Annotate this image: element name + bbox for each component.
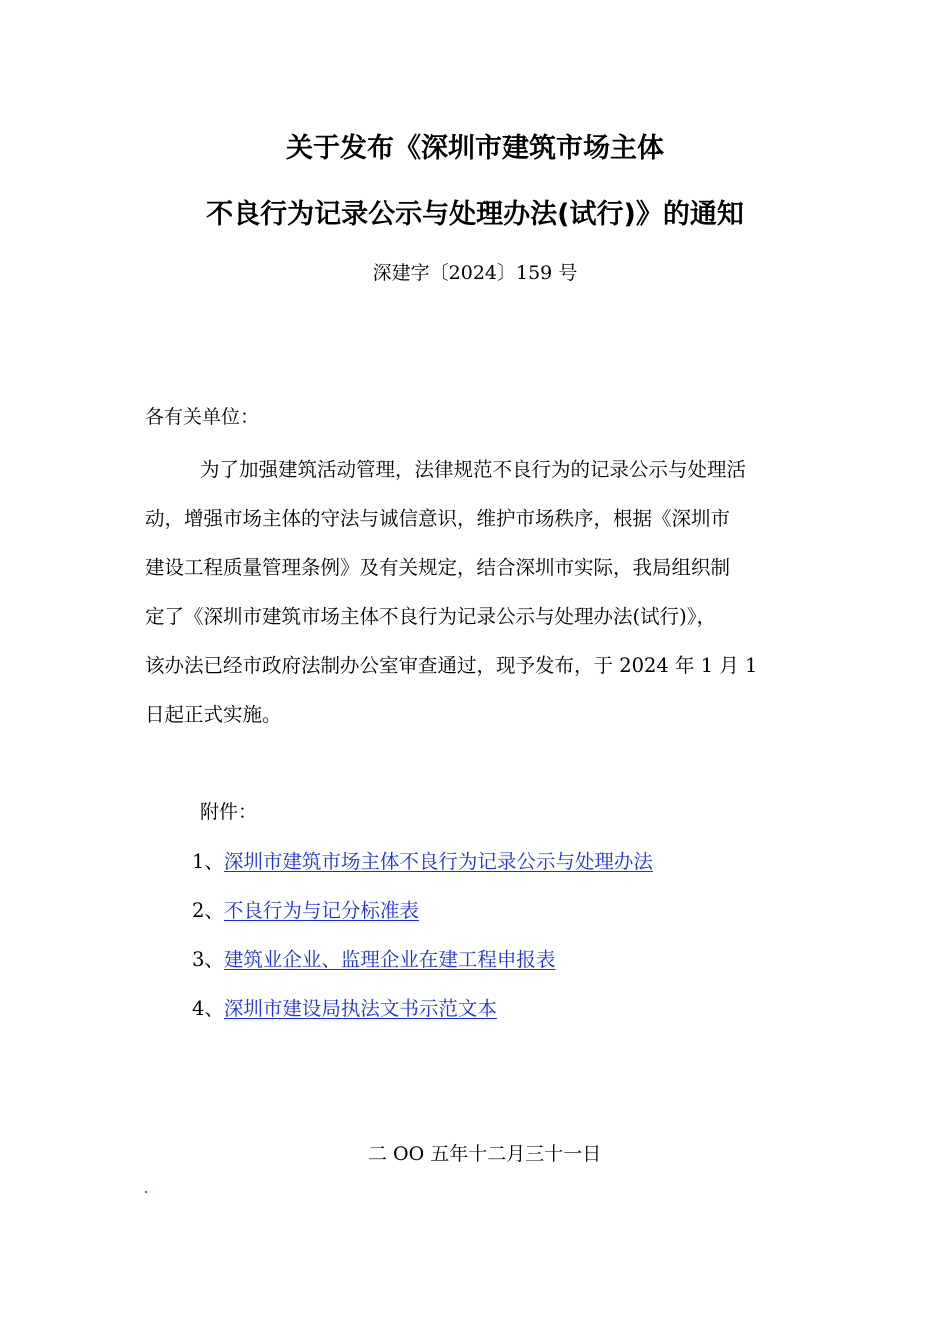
attachment-link-project-form[interactable]: 建筑业企业、监理企业在建工程申报表 <box>223 948 556 971</box>
issue-date: 二 ОО 五年十二月三十一日 <box>368 1143 602 1165</box>
attachment-link-measures[interactable]: 深圳市建筑市场主体不良行为记录公示与处理办法 <box>223 850 653 873</box>
notice-title-line-2: 不良行为记录公示与处理办法(试行)》的通知 <box>206 199 744 230</box>
salutation: 各有关单位： <box>145 406 260 428</box>
body-paragraph-line: 动，增强市场主体的守法与诚信意识，维护市场秩序，根据《深圳市 <box>145 507 731 530</box>
body-paragraph-line: 该办法已经市政府法制办公室审查通过，现予发布，于 2024 年 1 月 1 <box>145 654 758 677</box>
attachment-item <box>192 846 653 874</box>
body-paragraph-line: 建设工程质量管理条例》及有关规定，结合深圳市实际，我局组织制 <box>145 556 731 579</box>
attachment-index: 1、 <box>192 850 224 873</box>
attachment-link-enforcement-templates[interactable]: 深圳市建设局执法文书示范文本 <box>223 997 497 1020</box>
document-number: 深建字〔2024〕159 号 <box>372 262 578 284</box>
body-paragraph-line: 为了加强建筑活动管理，法律规范不良行为的记录公示与处理活 <box>200 458 747 481</box>
body-paragraph-line: 定了《深圳市建筑市场主体不良行为记录公示与处理办法(试行)》， <box>145 605 716 628</box>
body-paragraph-line: 日起正式实施。 <box>145 703 282 726</box>
attachment-item <box>192 993 497 1021</box>
attachment-item <box>192 895 419 923</box>
attachment-index: 2、 <box>192 899 224 922</box>
attachment-link-scoring-table[interactable]: 不良行为与记分标准表 <box>223 899 419 922</box>
attachment-item <box>192 944 555 972</box>
notice-title-line-1: 关于发布《深圳市建筑市场主体 <box>286 133 664 164</box>
attachment-index: 3、 <box>192 948 224 971</box>
attachment-index: 4、 <box>192 997 224 1020</box>
attachments-label: 附件： <box>200 801 258 823</box>
stray-mark <box>145 1191 147 1193</box>
